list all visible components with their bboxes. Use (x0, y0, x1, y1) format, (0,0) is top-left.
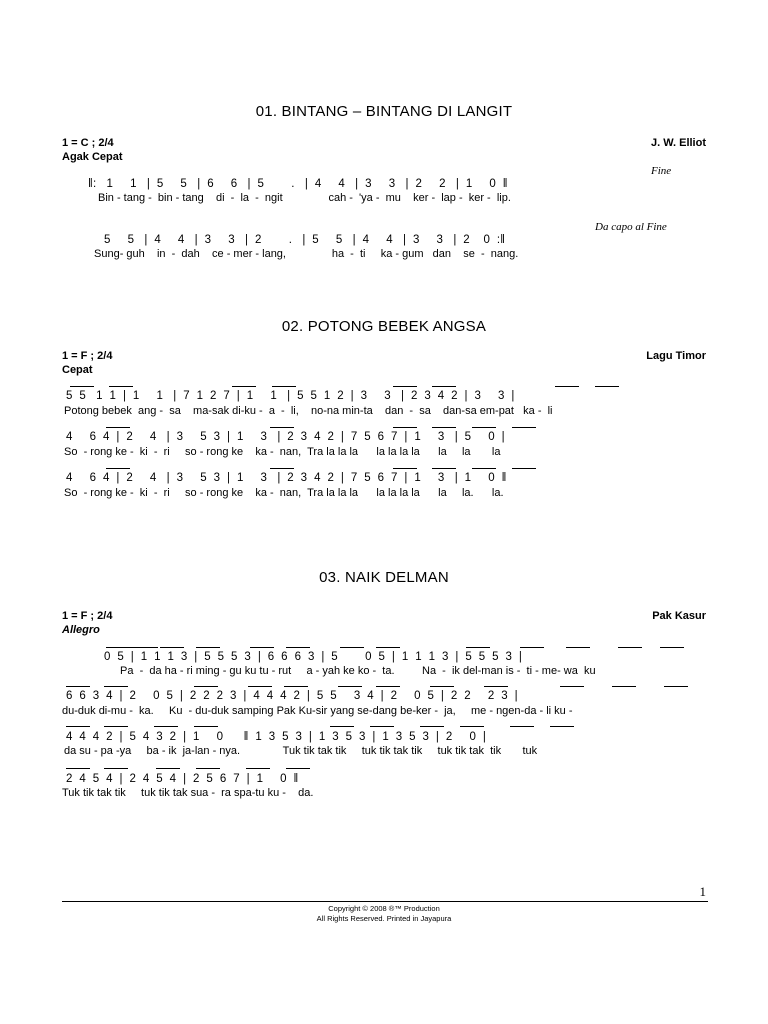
beam-line (272, 386, 296, 387)
beam-line (512, 427, 536, 428)
beam-line (376, 647, 400, 648)
beam-line (555, 386, 579, 387)
beam-line (194, 686, 218, 687)
beam-line (466, 647, 490, 648)
lyrics-line: du-duk di-mu - ka. Ku - du-duk samping Pak Ku-sir yang se-dang be-ker - ja, me - ngen-da - li ku - (62, 705, 573, 717)
lyrics-line: Bin - tang - bin - tang di - la - ngit cah - 'ya - mu ker - lap - ker - lip. (98, 192, 511, 204)
song-key-1: 1 = C ; 2/4 (62, 137, 114, 149)
beam-line (284, 686, 308, 687)
beam-line (420, 726, 444, 727)
beam-line (104, 686, 128, 687)
fine-mark: Fine (651, 165, 672, 177)
lyrics-line: da su - pa -ya ba - ik ja-lan - nya. Tuk tik tak tik tuk tik tak tik tuk tik tak tik tuk (64, 745, 538, 757)
notation-line: 4 4 4 2 | 5 4 3 2 | 1 0 ‖ 1 3 5 3 | 1 3 5 3 | 1 3 5 3 | 2 0 | (66, 731, 487, 743)
song-tempo-2: Cepat (62, 364, 93, 376)
beam-line (510, 726, 534, 727)
notation-line: 5 5 1 1 | 1 1 | 7 1 2 7 | 1 1 | 5 5 1 2 | 3 3 | 2 3 4 2 | 3 3 | (66, 390, 515, 402)
lyrics-line: Potong bebek ang - sa ma-sak di-ku - a - li, no-na min-ta dan - sa dan-sa em-pat ka - li (64, 405, 553, 417)
copyright-line: Copyright © 2008 ®™ Production (328, 904, 440, 913)
beam-line (550, 726, 574, 727)
lyrics-line: So - rong ke - ki - ri so - rong ke ka - nan, Tra la la la la la la la la la la (64, 446, 501, 458)
beam-line (393, 427, 417, 428)
beam-line (104, 768, 128, 769)
beam-line (430, 686, 454, 687)
beam-line (246, 768, 270, 769)
notation-line: 2 4 5 4 | 2 4 5 4 | 2 5 6 7 | 1 0 ‖ (66, 773, 299, 785)
beam-line (432, 427, 456, 428)
song-tempo-3: Allegro (62, 624, 100, 636)
beam-line (595, 386, 619, 387)
beam-line (194, 726, 218, 727)
beam-line (232, 386, 256, 387)
song-composer-1: J. W. Elliot (650, 137, 706, 149)
beam-line (460, 726, 484, 727)
rights-line: All Rights Reserved. Printed in Jayapura (316, 914, 452, 923)
notation-line: 4 6 4 | 2 4 | 3 5 3 | 1 3 | 2 3 4 2 | 7 5 6 7 | 1 3 | 1 0 ‖ (66, 472, 507, 484)
song-key-2: 1 = F ; 2/4 (62, 350, 113, 362)
beam-line (70, 386, 94, 387)
beam-line (270, 427, 294, 428)
beam-line (520, 647, 544, 648)
lyrics-line: Sung- guh in - dah ce - mer - lang, ha - ti ka - gum dan se - nang. (94, 248, 519, 260)
beam-line (160, 647, 184, 648)
beam-line (432, 386, 456, 387)
beam-line (338, 686, 362, 687)
beam-line (154, 726, 178, 727)
beam-line (270, 468, 294, 469)
beam-line (106, 468, 130, 469)
notation-line: 5 5 | 4 4 | 3 3 | 2 . | 5 5 | 4 4 | 3 3 | 2 0 :‖ (104, 234, 506, 246)
beam-line (370, 726, 394, 727)
notation-line: 6 6 3 4 | 2 0 5 | 2 2 2 3 | 4 4 4 2 | 5 5 3 4 | 2 0 5 | 2 2 2 3 | (66, 690, 518, 702)
beam-line (376, 686, 400, 687)
lyrics-line: So - rong ke - ki - ri so - rong ke ka - nan, Tra la la la la la la la la la. la. (64, 487, 504, 499)
beam-line (566, 647, 590, 648)
song-composer-3: Pak Kasur (652, 610, 706, 622)
beam-line (393, 468, 417, 469)
beam-line (330, 726, 354, 727)
song-tempo-1: Agak Cepat (62, 151, 123, 163)
song-title-3: 03. NAIK DELMAN (319, 569, 449, 586)
notation-line: 0 5 | 1 1 1 3 | 5 5 5 3 | 6 6 6 3 | 5 0 5 | 1 1 1 3 | 5 5 5 3 | (104, 651, 523, 663)
beam-line (512, 468, 536, 469)
song-composer-2: Lagu Timor (646, 350, 706, 362)
beam-line (432, 468, 456, 469)
beam-line (660, 647, 684, 648)
song-key-3: 1 = F ; 2/4 (62, 610, 113, 622)
beam-line (106, 427, 130, 428)
beam-line (109, 386, 133, 387)
beam-line (66, 726, 90, 727)
notation-line: ‖: 1 1 | 5 5 | 6 6 | 5 . | 4 4 | 3 3 | 2 2 | 1 0 ‖ (88, 178, 508, 190)
footer-rule (62, 901, 708, 902)
beam-line (156, 768, 180, 769)
beam-line (104, 726, 128, 727)
page-number: 1 (699, 884, 706, 899)
beam-line (248, 686, 272, 687)
beam-line (612, 686, 636, 687)
beam-line (250, 647, 274, 648)
song-title-1: 01. BINTANG – BINTANG DI LANGIT (255, 103, 513, 120)
song-title-2: 02. POTONG BEBEK ANGSA (281, 318, 487, 335)
beam-line (484, 686, 508, 687)
lyrics-line: Tuk tik tak tik tuk tik tak sua - ra spa-tu ku - da. (62, 787, 314, 799)
beam-line (66, 768, 90, 769)
beam-line (286, 647, 310, 648)
beam-line (664, 686, 688, 687)
beam-line (196, 768, 220, 769)
beam-line (618, 647, 642, 648)
beam-line (340, 647, 364, 648)
beam-line (560, 686, 584, 687)
beam-line (286, 768, 310, 769)
beam-line (472, 427, 496, 428)
beam-line (106, 647, 158, 648)
beam-line (196, 647, 220, 648)
da-capo-mark: Da capo al Fine (595, 221, 667, 233)
beam-line (393, 386, 417, 387)
beam-line (472, 468, 496, 469)
notation-line: 4 6 4 | 2 4 | 3 5 3 | 1 3 | 2 3 4 2 | 7 5 6 7 | 1 3 | 5 0 | (66, 431, 505, 443)
lyrics-line: Pa - da ha - ri ming - gu ku tu - rut a - yah ke ko - ta. Na - ik del-man is - ti - me- wa ku (120, 665, 596, 677)
beam-line (66, 686, 90, 687)
